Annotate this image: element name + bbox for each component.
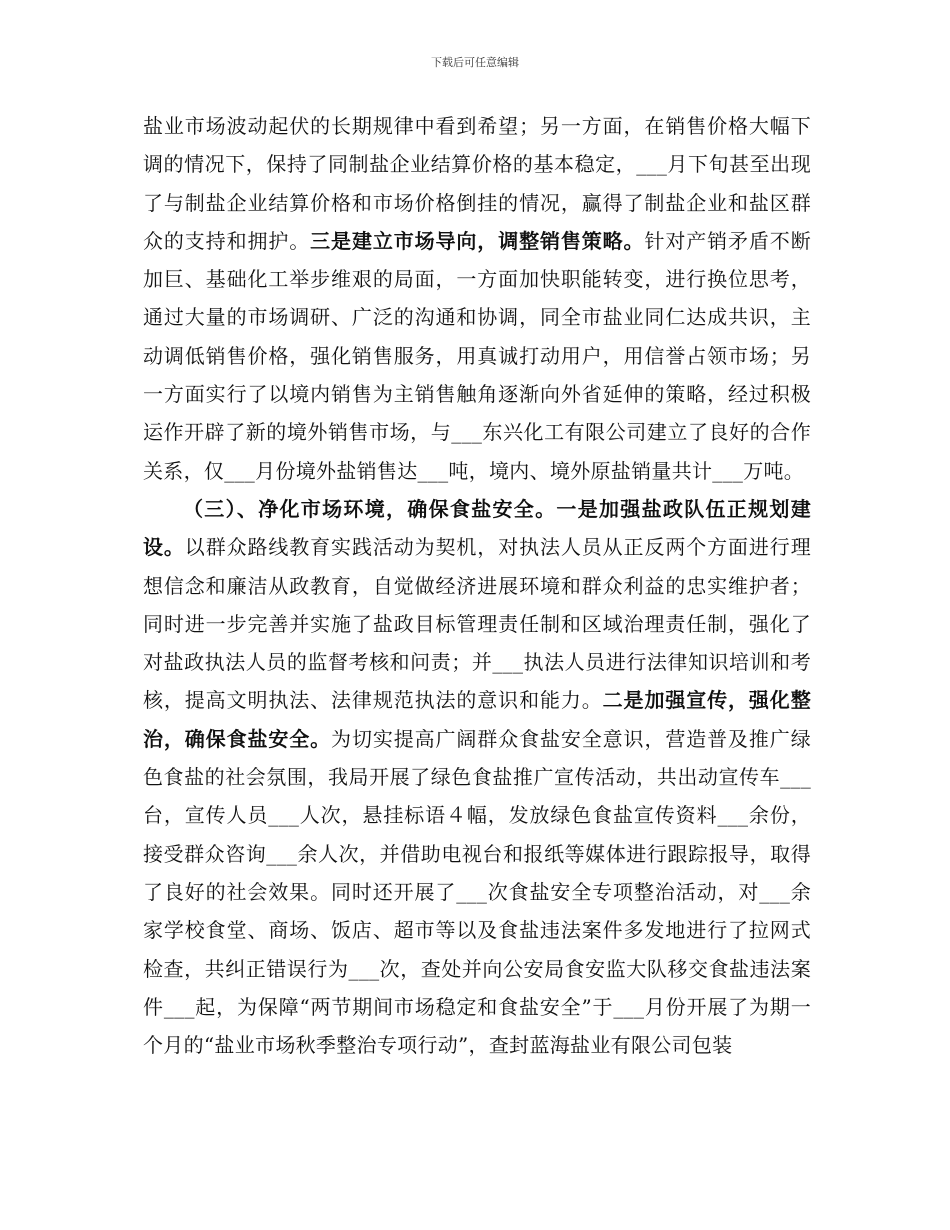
paragraph-2-bold-b: 二是加强宣传，强化整治，确保食盐安全。	[143, 688, 811, 751]
paragraph-1-bold-a: 三是建立市场导向，调整销售策略。	[310, 228, 645, 253]
paragraph-2-bold-a: （三）、净化市场环境，确保食盐安全。一是加强盐政队伍正规划建设。	[143, 496, 811, 560]
document-body	[143, 107, 811, 1064]
paragraph-1	[143, 107, 811, 490]
paragraph-1-text-b: 针对产销矛盾不断加巨、基础化工举步维艰的局面，一方面加快职能转变，进行换位思考，通过大量的市场调研、广泛的沟通和协调，同全市盐业同仁达成共识，主动调低销售价格，强化销售服务，用真诚打动用户，用信誉占领市场；另一方面实行了以境内销售为主销售触角逐渐向外省延伸的策略，经过积极运作开辟了新的境外销售市场，与___东兴化工有限公司建立了良好的合作关系，仅___月份境外盐销售达___吨，境内、境外原盐销量共计___万吨。	[143, 228, 812, 483]
paragraph-2-text-a: 以群众路线教育实践活动为契机，对执法人员从正反两个方面进行理想信念和廉洁从政教育，自觉做经济进展环境和群众利益的忠实维护者；同时进一步完善并实施了盐政目标管理责任制和区域治理责任制，强化了对盐政执法人员的监督考核和问责；并___执法人员进行法律知识培训和考核，提高文明执法、法律规范执法的意识和能力。	[143, 535, 812, 713]
paragraph-2	[143, 490, 811, 1064]
paragraph-2-text-b: 为切实提高广阔群众食盐安全意识，营造普及推广绿色食盐的社会氛围，我局开展了绿色食盐推广宣传活动，共出动宣传车___台，宣传人员___人次，悬挂标语４幅，发放绿色食盐宣传资料___余份，接受群众咨询___余人次，并借助电视台和报纸等媒体进行跟踪报导，取得了良好的社会效果。同时还开展了___次食盐安全专项整治活动，对___余家学校食堂、商场、饭店、超市等以及食盐违法案件多发地进行了拉网式检查，共纠正错误行为___次，查处并向公安局食安监大队移交食盐违法案件___起，为保障“两节期间市场稳定和食盐安全”于___月份开展了为期一个月的“盐业市场秋季整治专项行动”，查封蓝海盐业有限公司包装	[143, 726, 811, 1058]
paragraph-1-text-a: 盐业市场波动起伏的长期规律中看到希望；另一方面，在销售价格大幅下调的情况下，保持了同制盐企业结算价格的基本稳定，___月下旬甚至出现了与制盐企业结算价格和市场价格倒挂的情况，赢得了制盐企业和盐区群众的支持和拥护。	[143, 114, 811, 253]
page-header-note: 下载后可任意编辑	[431, 56, 519, 69]
